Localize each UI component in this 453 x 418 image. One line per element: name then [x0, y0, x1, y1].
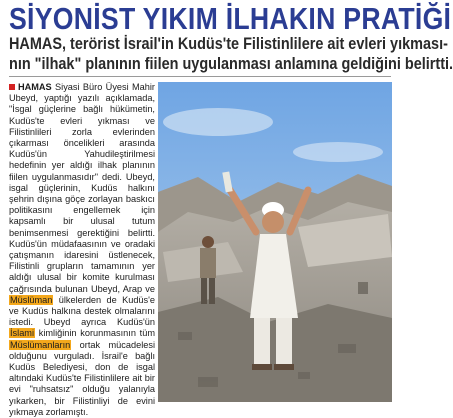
article-body — [9, 82, 155, 418]
article-text: ortak mücadelesi olduğunu vurguladı. İsrail'e bağlı Kudüs Belediyesi, don de isgal altındaki Kudüs'te Filistinlilere ait bir evi "ruhsatsız" olduğu yalanıyla yıkarken, bir Filistinliyi de evini yıkmaya zorlamıştı. — [9, 339, 155, 417]
bullet-marker — [9, 84, 15, 90]
highlighted-word: İslami — [10, 328, 34, 339]
highlighted-word: Müslümanların — [10, 339, 71, 350]
demolition-scene-image — [158, 82, 392, 402]
article-lead: HAMAS — [18, 82, 52, 92]
highlighted-word: Müslüman — [10, 294, 53, 305]
divider — [9, 76, 391, 77]
headline: SİYONİST YIKIM İLHAKIN PRATİĞİ — [9, 1, 452, 36]
article-text: ülkelerden de Kudüs'e ve Kudüs halkına destek olmalarını istedi. Ubeyd ayrıca Kudüs'ün — [9, 294, 155, 328]
cloud — [163, 108, 273, 136]
subheadline-line-1: HAMAS, terörist İsrail'in Kudüs'te Filistinlilere ait evleri yıkması- — [9, 34, 448, 53]
subheadline — [9, 34, 453, 74]
news-photo — [158, 82, 392, 402]
article-text: kimliğinin korunmasının tüm — [35, 328, 155, 339]
article-text: Siyasi Büro Üyesi Mahir Ubeyd, yaptığı yazılı açıklamada, "İsgal güçlerine bağlı hükümetin, Kudüs'te evleri yıkması ve Filistinlileri zorla evlerinden çıkarması öncelikleri arasında Kudüs'ün Yahudileştirilmesi hedefinin yer aldığı ilhak planının fiilen uygulanmasıdır" dedi. Ubeyd, isgal güçlerinin, Kudüs halkını şehrin dışına göçe zorlayan baskıcı politikasını engellemek için kapsamlı bir ulusal tutum benimsenmesi gerektiğini belirtti. Kudüs'ün müdafaasının ve oradaki çatışmanın idaresini üstlenecek, Filistinli grupların tamamının yer aldığı ulusal bir komite kurulması çağrısında bulunan Ubeyd, Arap ve — [9, 82, 155, 294]
cloud — [293, 142, 383, 162]
subheadline-line-2: nın "ilhak" planının fiilen uygulanması anlamına geldiğini belirtti. — [9, 54, 453, 73]
